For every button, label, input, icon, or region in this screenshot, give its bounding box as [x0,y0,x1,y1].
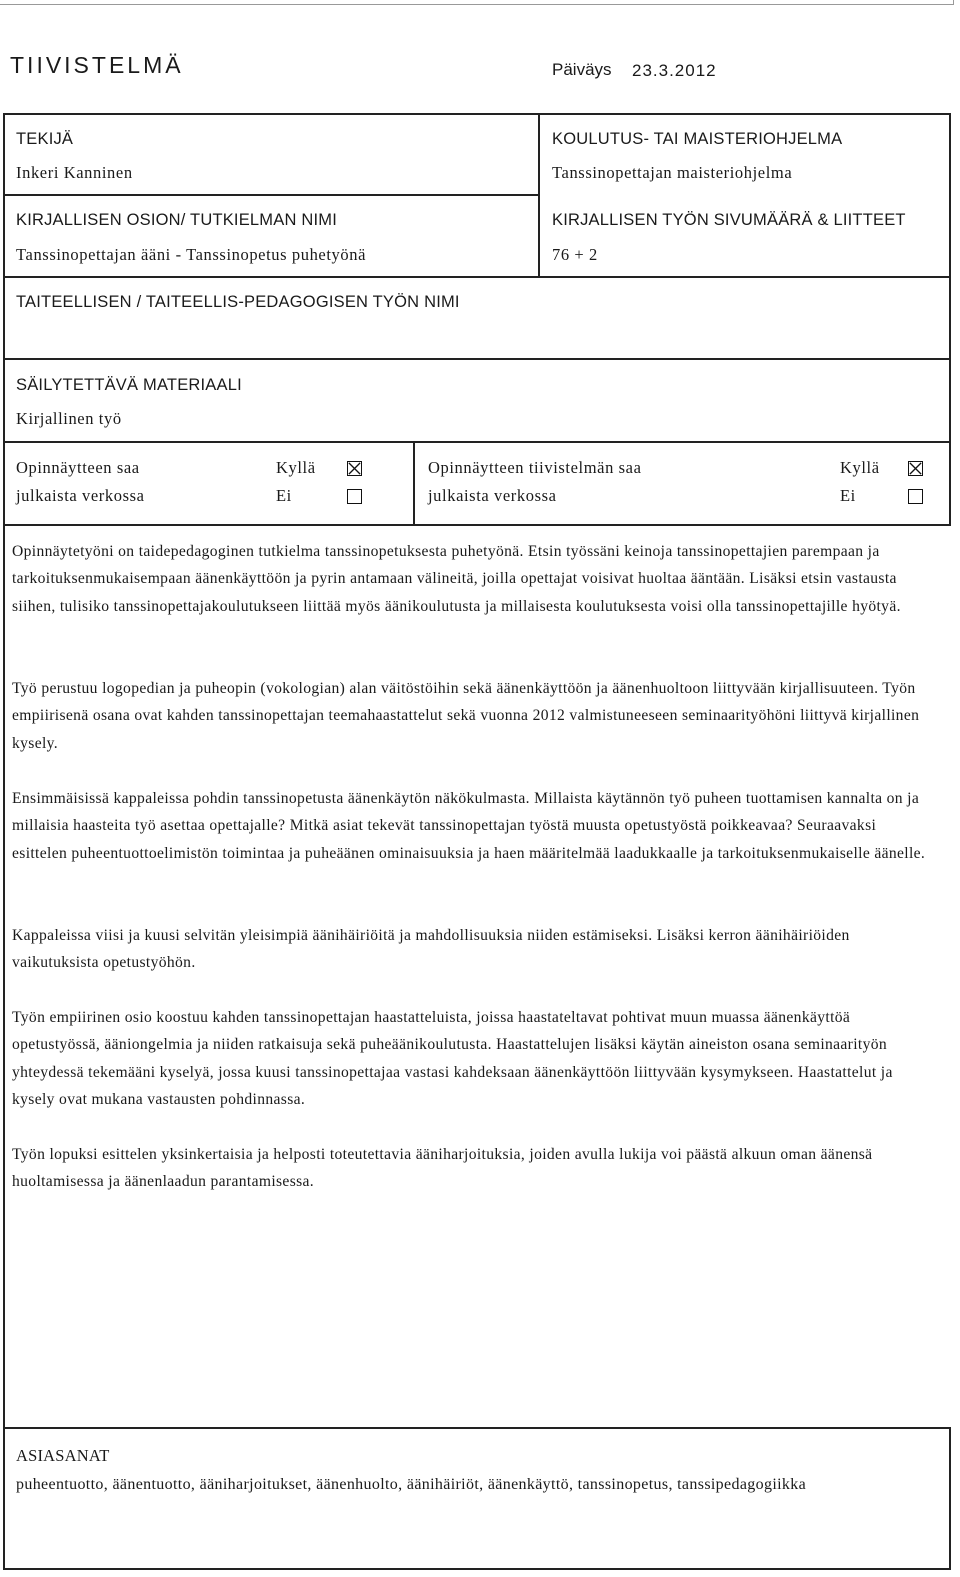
keywords-label: ASIASANAT [16,1446,110,1465]
row-divider-1 [3,194,540,196]
program-value: Tanssinopettajan maisteriohjelma [552,163,793,182]
publish-thesis-line1: Opinnäytteen saa [16,458,140,477]
publish-abstract-yes-checkbox[interactable] [908,461,923,476]
date-value: 23.3.2012 [632,61,717,80]
publish-thesis-no-checkbox[interactable] [347,489,362,504]
publish-divider [413,441,415,525]
top-rule-right [953,0,954,5]
row-divider-4 [3,441,951,443]
abstract-paragraph-4: Kappaleissa viisi ja kuusi selvitän yleisimpiä äänihäiriöitä ja mahdollisuuksia niiden estämiseksi. Lisäksi kerron äänihäiriöiden vaikutuksista opetustyöhön. [12,927,850,972]
written-name-value: Tanssinopettajan ääni - Tanssinopetus puhetyönä [16,245,367,264]
publish-thesis-line2: julkaista verkossa [16,486,145,505]
keywords-right-border [949,1427,951,1570]
checkbox-cross-icon [909,462,922,475]
row-divider-2 [3,276,951,278]
abstract-paragraph-2: Työ perustuu logopedian ja puheopin (vokologian) alan väitöstöihin sekä äänenkäyttöön ja äänenhuoltoon liittyvään kirjallisuuteen. Työn empiirisenä osana ovat kahden tanssinopettajan teemahaastattelut sekä vuonna 2012 valmistuneeseen seminaarityöhöni liittyvä kirjallinen kysely. [12,680,920,752]
row-divider-3 [3,358,951,360]
publish-abstract-no-label: Ei [840,486,856,505]
publish-thesis-yes-label: Kyllä [276,458,316,477]
pages-label: KIRJALLISEN TYÖN SIVUMÄÄRÄ & LIITTEET [552,211,906,229]
form-top-border [3,113,951,115]
keywords-top-border [3,1427,951,1429]
abstract-paragraph-3: Ensimmäisissä kappaleissa pohdin tanssinopetusta äänenkäytön näkökulmasta. Millaista käytännön työ puheen tuottamisen kannalta on ja millaisia haasteita työ asettaa opettajalle? Mitkä asiat tekevät tanssinopettajan työstä muusta opetustyöstä poikkeavaa? Seuraavaksi esittelen puheentuottoelimistön toimintaa ja puheäänen ominaisuuksia ja haen määritelmää laadukkaalle ja tarkoituksenmukaiselle äänelle. [12,790,926,862]
abstract-paragraph-1: Opinnäytetyöni on taidepedagoginen tutkielma tanssinopetuksesta puhetyönä. Etsin työssäni keinoja tanssinopettajien parempaan ja tarkoituksenmukaisempaan äänenkäyttöön ja pyrin antamaan välineitä, joilla opettajat voisivat huoltaa ääntään. Lisäksi etsin vastausta siihen, tulisiko tanssinopettajakoulutukseen liittää myös äänikoulutusta ja millaisesta koulutuksesta voisi olla tanssinopettajille hyötyä. [12,543,901,615]
written-name-label: KIRJALLISEN OSION/ TUTKIELMAN NIMI [16,211,337,229]
document-title: TIIVISTELMÄ [10,52,184,78]
pages-value: 76 + 2 [552,245,598,264]
row-divider-5 [3,524,951,526]
publish-abstract-no-checkbox[interactable] [908,489,923,504]
form-right-border [949,113,951,526]
date-label: Päiväys [552,60,612,79]
top-rule [0,4,954,5]
checkbox-cross-icon [348,462,361,475]
form-left-border [3,113,5,1570]
publish-thesis-no-label: Ei [276,486,292,505]
author-label: TEKIJÄ [16,130,74,148]
publish-abstract-line1: Opinnäytteen tiivistelmän saa [428,458,642,477]
author-value: Inkeri Kanninen [16,163,133,182]
keywords-value: puheentuotto, äänentuotto, ääniharjoitukset, äänenhuolto, äänihäiriöt, äänenkäyttö, tanssinopetus, tanssipedagogiikka [16,1476,807,1493]
abstract-paragraph-6: Työn lopuksi esittelen yksinkertaisia ja helposti toteutettavia ääniharjoituksia, joiden avulla lukija voi päästä alkuun oman äänensä huoltamisessa ja äänenlaadun parantamisessa. [12,1146,873,1191]
publish-abstract-line2: julkaista verkossa [428,486,557,505]
material-value: Kirjallinen työ [16,409,122,428]
publish-abstract-yes-label: Kyllä [840,458,880,477]
program-label: KOULUTUS- TAI MAISTERIOHJELMA [552,130,843,148]
abstract-paragraph-5: Työn empiirinen osio koostuu kahden tanssinopettajan haastatteluista, joissa haastateltavat pohtivat muun muassa äänenkäyttöä opetustyössä, ääniongelmia ja niiden ratkaisuja sekä puheäänikoulutusta. Haastattelujen lisäksi käytän aineiston osana seminaarityön yhteydessä tekemääni kyselyä, jossa kuusi tanssinopettajaa vastasi kahdeksaan äänenkäyttöön liittyvään kysymykseen. Haastattelut ja kysely ovat mukana vastausten pohdinnassa. [12,1009,893,1109]
publish-thesis-yes-checkbox[interactable] [347,461,362,476]
keywords-bottom-border [3,1568,951,1570]
material-label: SÄILYTETTÄVÄ MATERIAALI [16,376,242,394]
artistic-name-label: TAITEELLISEN / TAITEELLIS-PEDAGOGISEN TYÖN NIMI [16,293,460,311]
